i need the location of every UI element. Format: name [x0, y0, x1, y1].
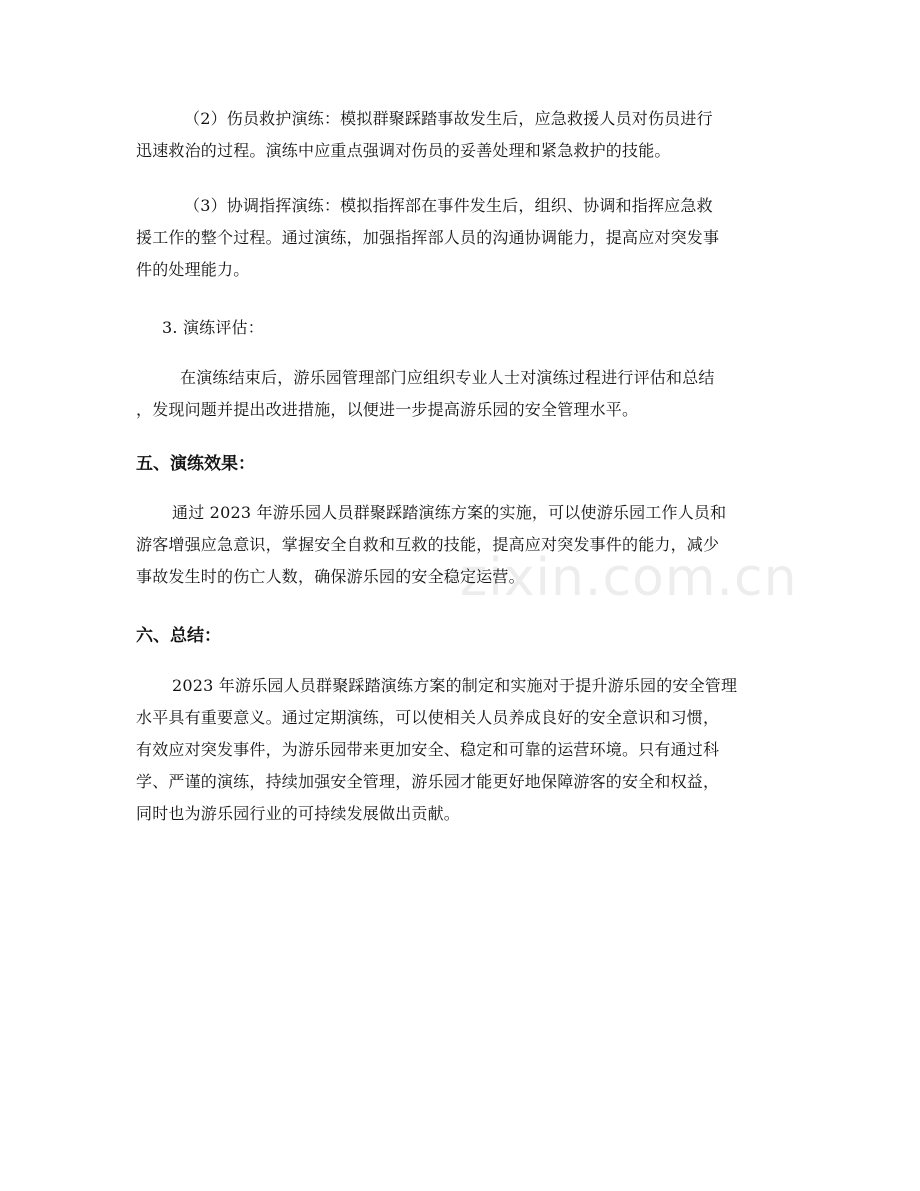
text-line: 有效应对突发事件，为游乐园带来更加安全、稳定和可靠的运营环境。只有通过科	[136, 740, 720, 759]
section-heading-drill-effect: 五、演练效果：	[136, 454, 255, 474]
text-line: 水平具有重要意义。通过定期演练，可以使相关人员养成良好的安全意识和习惯，	[136, 708, 720, 727]
text-line: 迅速救治的过程。演练中应重点强调对伤员的妥善处理和紧急救护的技能。	[136, 141, 671, 160]
text-line: 通过 2023 年游乐园人员群聚踩踏演练方案的实施，可以使游乐园工作人员和	[172, 503, 727, 522]
paragraph-casualty-rescue-drill	[136, 103, 784, 167]
text-line: 事故发生时的伤亡人数，确保游乐园的安全稳定运营。	[136, 567, 525, 586]
text-line: （3）协调指挥演练：模拟指挥部在事件发生后，组织、协调和指挥应急救	[184, 196, 713, 215]
text-line: 在演练结束后，游乐园管理部门应组织专业人士对演练过程进行评估和总结	[180, 368, 715, 387]
text-line: 件的处理能力。	[136, 260, 250, 279]
paragraph-summary	[136, 670, 784, 830]
text-line: 学、严谨的演练，持续加强安全管理，游乐园才能更好地保障游客的安全和权益，	[136, 772, 720, 791]
text-line: 游客增强应急意识，掌握安全自救和互救的技能，提高应对突发事件的能力，减少	[136, 535, 720, 554]
paragraph-drill-effect	[136, 497, 784, 593]
text-line: 2023 年游乐园人员群聚踩踏演练方案的制定和实施对于提升游乐园的安全管理	[172, 676, 738, 695]
watermark: zixin.com.cn	[460, 548, 798, 608]
text-line: 援工作的整个过程。通过演练，加强指挥部人员的沟通协调能力，提高应对突发事	[136, 228, 720, 247]
text-line: 3. 演练评估：	[162, 318, 264, 337]
list-item-drill-evaluation	[136, 312, 784, 344]
text-line: 同时也为游乐园行业的可持续发展做出贡献。	[136, 804, 461, 823]
section-heading-summary: 六、总结：	[136, 626, 221, 646]
text-line: （2）伤员救护演练：模拟群聚踩踏事故发生后，应急救援人员对伤员进行	[184, 109, 713, 128]
paragraph-drill-evaluation	[136, 362, 784, 426]
text-line: ，发现问题并提出改进措施，以便进一步提高游乐园的安全管理水平。	[136, 400, 639, 419]
paragraph-command-coordination-drill	[136, 190, 784, 286]
